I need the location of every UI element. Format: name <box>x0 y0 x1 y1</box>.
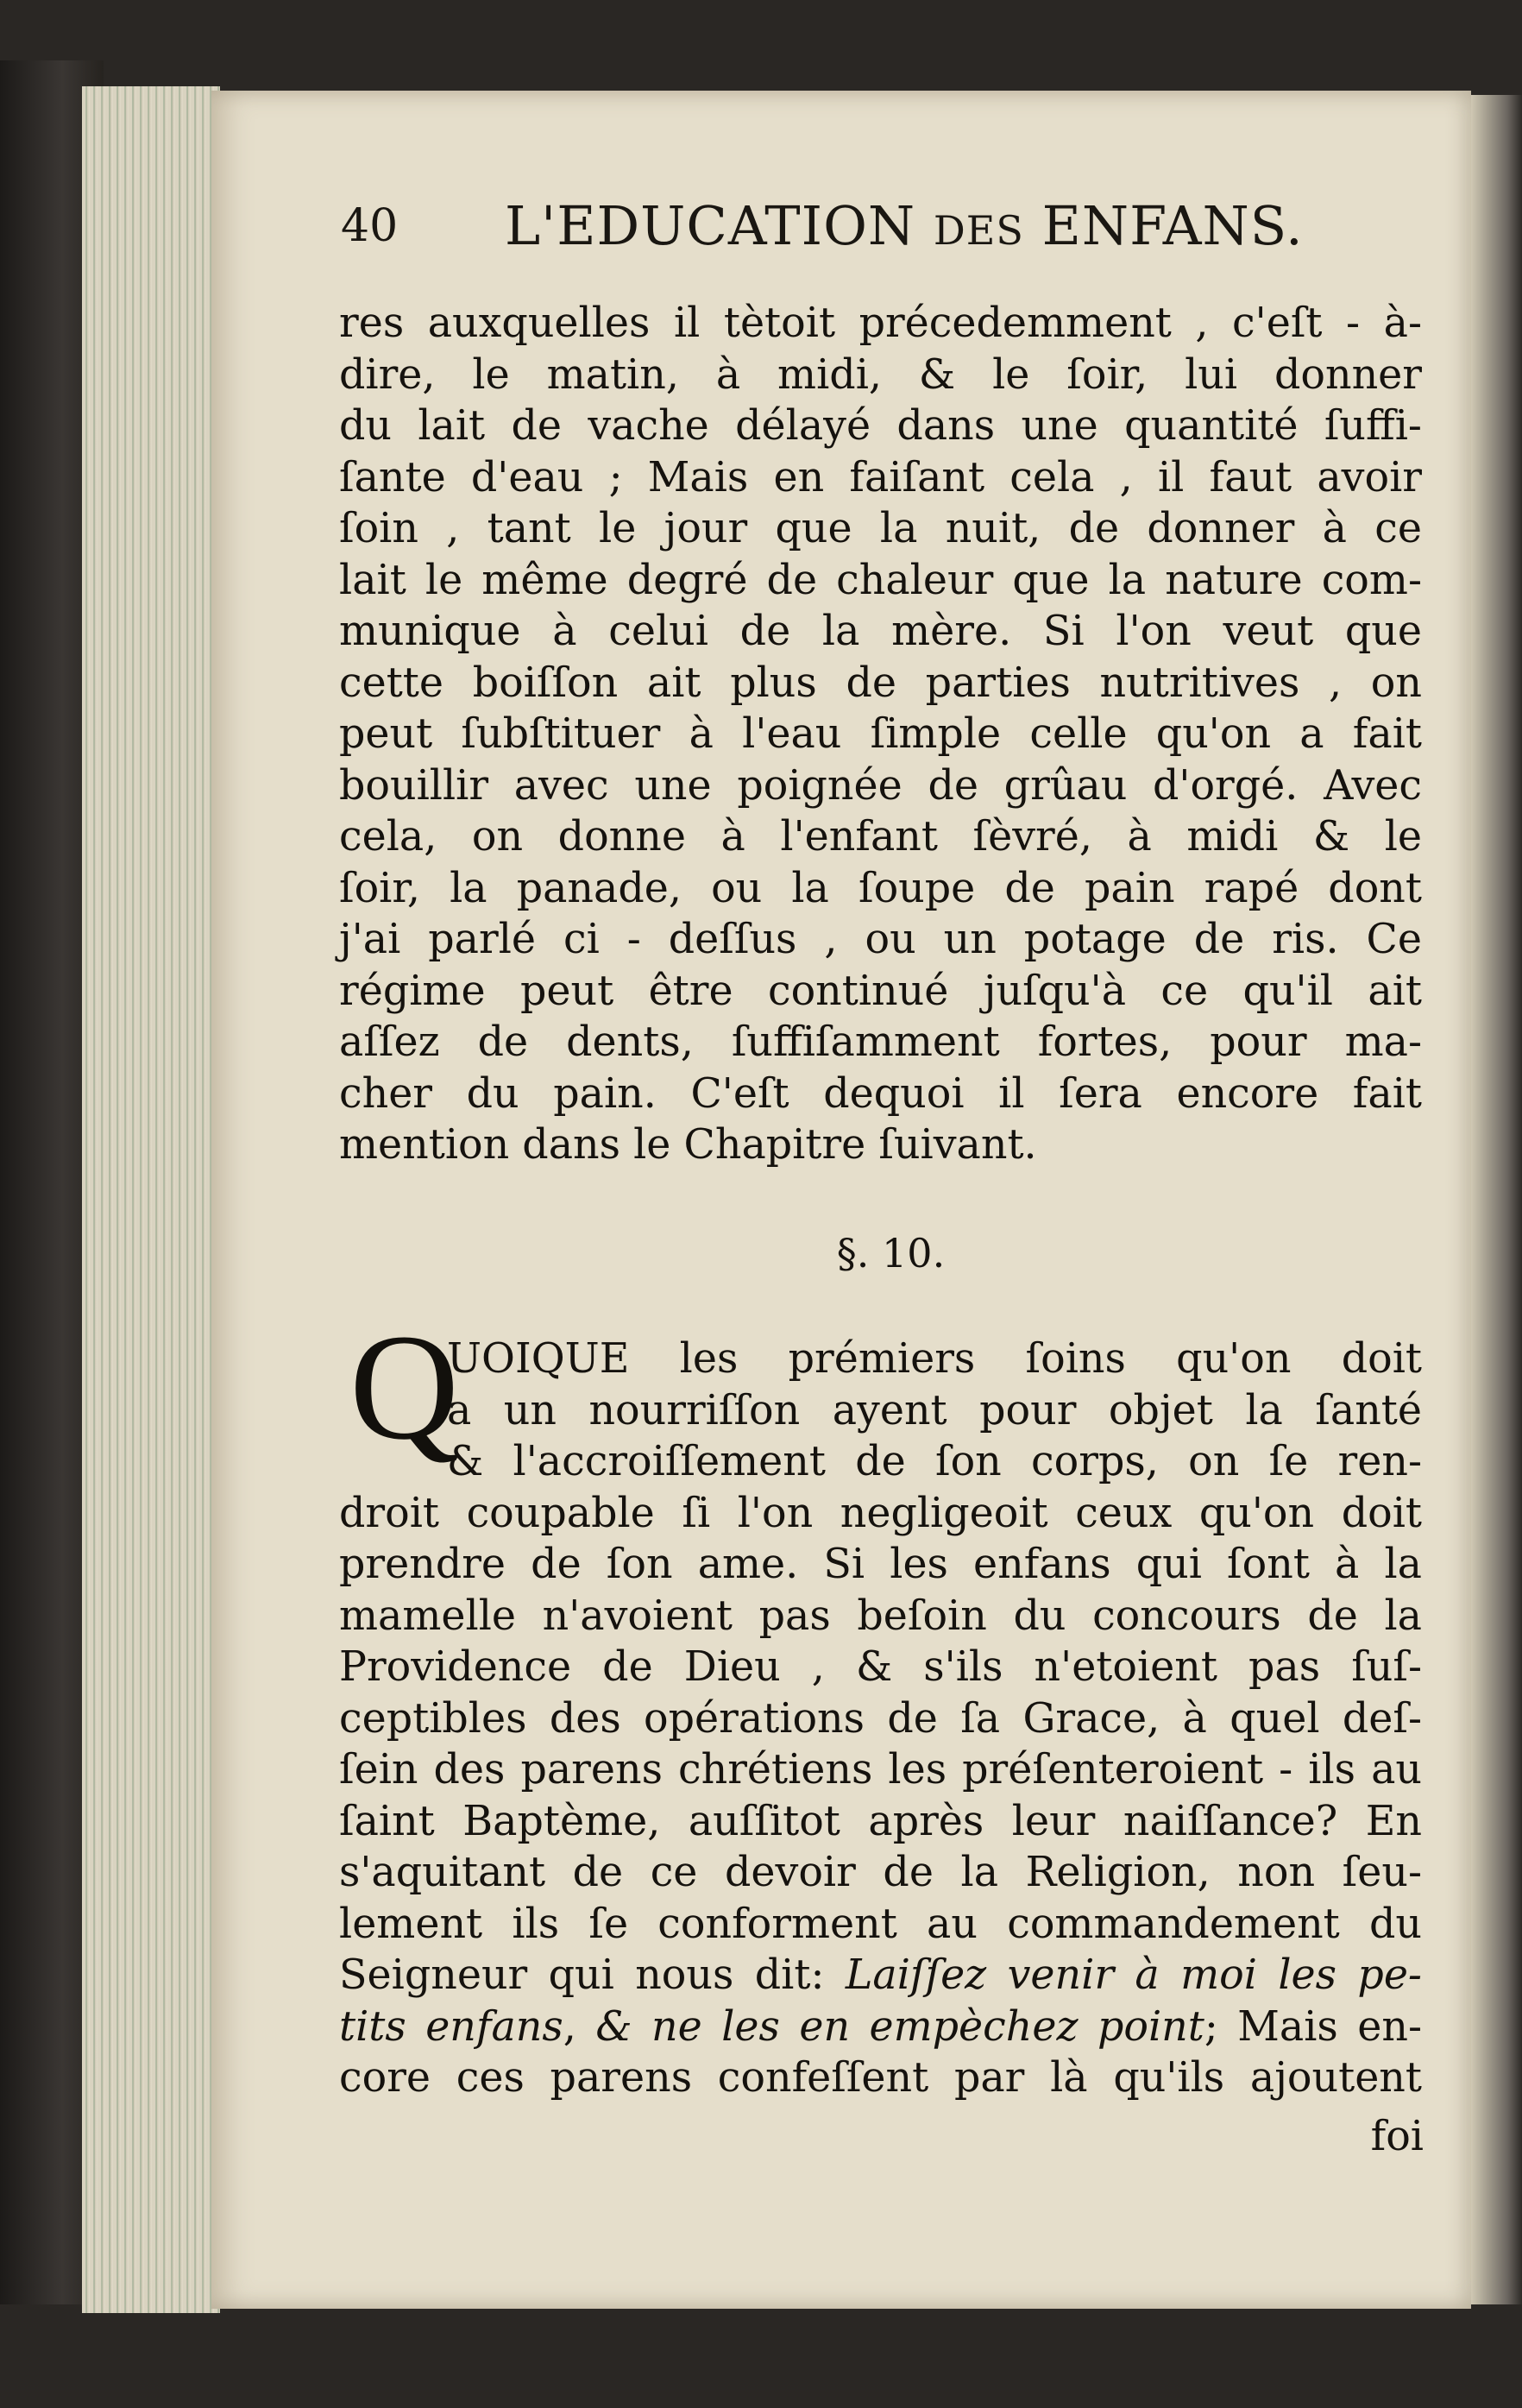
text-line-with-quote: Seigneur qui nous dit: Laiſſez venir à moi les pe- <box>339 1951 1422 1999</box>
page-right-edge <box>1471 95 1522 2304</box>
text-line: ſante d'eau ; Mais en faiſant cela , il faut avoir <box>339 453 1422 501</box>
paragraph-2 <box>339 1333 1422 2104</box>
text-line: régime peut être continué juſqu'à ce qu'il ait <box>339 967 1422 1015</box>
text-line-with-quote: tits enfans, & ne les en empèchez point; Mais en- <box>339 2002 1423 2051</box>
text-line: ſaint Baptème, auſſitot après leur naiſſance? En <box>339 1797 1422 1845</box>
running-head <box>341 192 1428 261</box>
catchword: foi <box>1370 2113 1424 2160</box>
paragraph-1 <box>339 298 1422 1171</box>
drop-capital: Q <box>349 1303 460 1472</box>
text-line: mamelle n'avoient pas beſoin du concours de la <box>339 1592 1422 1640</box>
text-line: & l'accroiſſement de ſon corps, on ſe ren- <box>447 1438 1422 1485</box>
text-line: droit coupable ſi l'on negligeoit ceux qu'on doit <box>339 1489 1422 1537</box>
text-line: ceptibles des opérations de ſa Grace, à quel deſ- <box>339 1694 1422 1743</box>
page-stack-edges <box>82 86 220 2313</box>
text-line: mention dans le Chapitre ſuivant. <box>339 1121 1037 1169</box>
text-line: Providence de Dieu , & s'ils n'etoient pas ſuſ- <box>339 1643 1422 1691</box>
text-line: dire, le matin, à midi, & le ſoir, lui donner <box>339 350 1422 399</box>
text-line: cela, on donne à l'enfant ſèvré, à midi & le <box>339 813 1422 860</box>
text-line: peut ſubſtituer à l'eau ſimple celle qu'on a fait <box>339 710 1422 758</box>
text-line: j'ai parlé ci - deſſus , ou un potage de ris. Ce <box>339 916 1422 963</box>
text-line: ſoin , tant le jour que la nuit, de donner à ce <box>339 505 1422 552</box>
text-line: ſein des parens chrétiens les préſenteroient - ils au <box>339 1746 1422 1793</box>
text-line: du lait de vache délayé dans une quantité ſuffi- <box>339 402 1422 450</box>
text-line: aſſez de dents, ſuffiſamment fortes, pour ma- <box>339 1018 1422 1066</box>
page-number: 40 <box>341 200 399 252</box>
text-line: res auxquelles il tètoit précedemment , c'eſt - à- <box>339 299 1422 347</box>
scripture-quote: Laiſſez venir à moi les pe- <box>845 1951 1422 1999</box>
text-line: munique à celui de la mère. Si l'on veut que <box>339 608 1422 655</box>
text-line: cher du pain. C'eſt dequoi il ſera encore fait <box>339 1069 1422 1118</box>
text-line: prendre de ſon ame. Si les enfans qui ſont à la <box>339 1541 1422 1588</box>
running-title: L'EDUCATION DES ENFANS. <box>505 194 1304 257</box>
section-heading: §. 10. <box>836 1230 946 1276</box>
text-line: s'aquitant de ce devoir de la Religion, non ſeu- <box>339 1849 1422 1896</box>
text-line: lait le même degré de chaleur que la nature com- <box>339 556 1422 604</box>
text-line: core ces parens confeſſent par là qu'ils ajoutent <box>339 2054 1422 2102</box>
text-line: bouillir avec une poignée de grûau d'orgé. Avec <box>339 761 1422 810</box>
text-line: ſoir, la panade, ou la ſoupe de pain rapé dont <box>339 864 1422 912</box>
text-line: lement ils ſe conforment au commandement du <box>339 1900 1422 1948</box>
text-line: a un nourriſſon ayent pour objet la ſanté <box>447 1386 1422 1434</box>
text-line: UOIQUE les prémiers ſoins qu'on doit <box>447 1335 1422 1383</box>
text-line: cette boiſſon ait plus de parties nutritives , on <box>339 659 1422 707</box>
